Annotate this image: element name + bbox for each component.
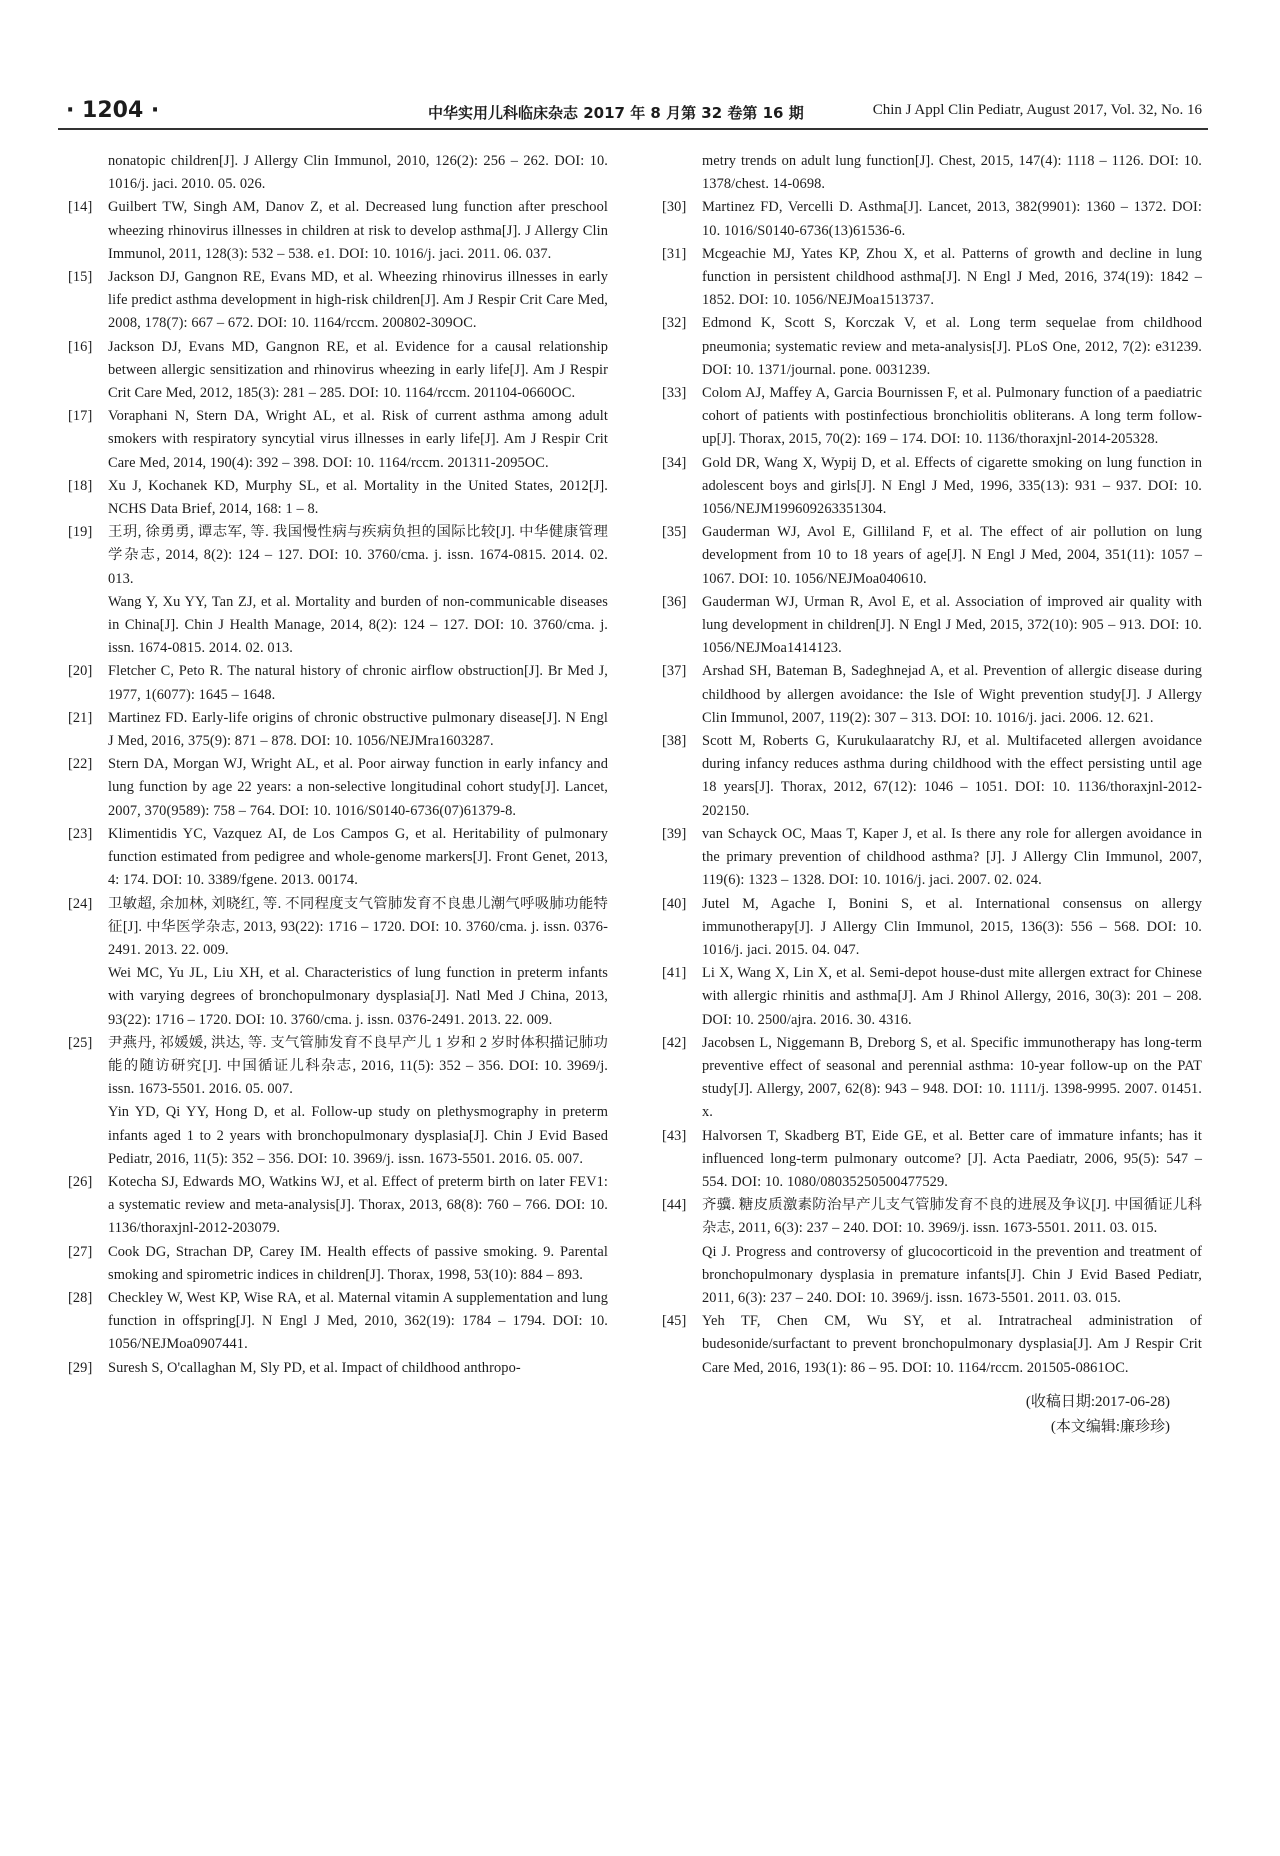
reference-entry — [662, 150, 1202, 196]
reference-number: [30] — [662, 199, 687, 216]
reference-entry — [662, 382, 1202, 452]
right-column-references — [662, 150, 1202, 1440]
reference-entry — [662, 591, 1202, 661]
reference-entry — [662, 893, 1202, 963]
reference-text: Scott M, Roberts G, Kurukulaaratchy RJ, et al. Multifaceted allergen avoidance during infancy reduces asthma during childhood with the effect persisting until age 18 years[J]. Thorax, 2012, 67(12): 1046 – 1051. DOI: 10. 1136/thoraxjnl-2012-202150. — [702, 733, 1202, 819]
received-date: (收稿日期:2017-06-28) — [1025, 1393, 1170, 1410]
reference-entry — [68, 150, 608, 196]
reference-number: [31] — [662, 245, 687, 262]
reference-entry — [68, 196, 608, 266]
reference-number: [29] — [68, 1359, 93, 1376]
reference-number: [38] — [662, 733, 687, 750]
reference-entry — [68, 1287, 608, 1357]
reference-number: [18] — [68, 477, 93, 494]
reference-number: [36] — [662, 593, 687, 610]
reference-text: Yeh TF, Chen CM, Wu SY, et al. Intratracheal administration of budesonide/surfactant to prevent bronchopulmonary dysplasia[J]. Am J Respir Crit Care Med, 2016, 193(1): 86 – 95. DOI: 10. 1164/rccm. 201505-0861OC. — [702, 1313, 1202, 1376]
reference-number: [16] — [68, 338, 93, 355]
reference-text: nonatopic children[J]. J Allergy Clin Immunol, 2010, 126(2): 256 – 262. DOI: 10. 1016/j. jaci. 2010. 05. 026. — [108, 153, 608, 193]
reference-entry — [662, 660, 1202, 730]
reference-number: [33] — [662, 385, 687, 402]
reference-entry — [662, 1032, 1202, 1125]
reference-entry — [662, 730, 1202, 823]
reference-entry — [68, 1171, 608, 1241]
reference-entry — [662, 243, 1202, 313]
reference-text: Voraphani N, Stern DA, Wright AL, et al. Risk of current asthma among adult smokers with respiratory syncytial virus illnesses in early life[J]. Am J Respir Crit Care Med, 2014, 190(4): 392 – 398. DOI: 10. 1164/rccm. 201311-2095OC. — [108, 408, 608, 471]
reference-entry — [68, 893, 608, 1032]
reference-text: Cook DG, Strachan DP, Carey IM. Health effects of passive smoking. 9. Parental smoking and spirometric indices in children[J]. Thorax, 1998, 53(10): 884 – 893. — [108, 1243, 608, 1283]
reference-number: [21] — [68, 709, 93, 726]
reference-translation: Qi J. Progress and controversy of glucocorticoid in the prevention and treatment of bronchopulmonary dysplasia in premature infants[J]. Chin J Evid Based Pediatr, 2011, 6(3): 237 – 240. DOI: 10. 3969/j. issn. 1673-5501. 2011. 03. 015. — [702, 1243, 1202, 1306]
reference-number: [27] — [68, 1243, 93, 1260]
reference-number: [42] — [662, 1034, 687, 1051]
reference-number: [37] — [662, 663, 687, 680]
reference-text: metry trends on adult lung function[J]. Chest, 2015, 147(4): 1118 – 1126. DOI: 10. 1378/chest. 14-0698. — [702, 153, 1202, 193]
reference-number: [34] — [662, 454, 687, 471]
reference-text: Jackson DJ, Evans MD, Gangnon RE, et al. Evidence for a causal relationship between allergic sensitization and rhinovirus wheezing in early life[J]. Am J Respir Crit Care Med, 2012, 185(3): 281 – 285. DOI: 10. 1164/rccm. 201104-0660OC. — [108, 338, 608, 402]
reference-number: [43] — [662, 1127, 687, 1144]
reference-text: Colom AJ, Maffey A, Garcia Bournissen F, et al. Pulmonary function of a paediatric cohort of patients with postinfectious bronchiolitis obliterans. A long term follow-up[J]. Thorax, 2015, 70(2): 169 – 174. DOI: 10. 1136/thoraxjnl-2014-205328. — [702, 385, 1202, 448]
reference-entry — [662, 521, 1202, 591]
reference-number: [41] — [662, 965, 687, 982]
reference-entry — [662, 312, 1202, 382]
reference-entry — [68, 1032, 608, 1171]
reference-number: [25] — [68, 1034, 93, 1051]
reference-entry — [662, 452, 1202, 522]
reference-number: [35] — [662, 524, 687, 541]
reference-number: [17] — [68, 408, 93, 425]
reference-entry — [662, 1194, 1202, 1310]
reference-number: [15] — [68, 269, 93, 286]
reference-text: Jackson DJ, Gangnon RE, Evans MD, et al. Wheezing rhinovirus illnesses in early life predict asthma development in high-risk children[J]. Am J Respir Crit Care Med, 2008, 178(7): 667 – 672. DOI: 10. 1164/rccm. 200802-309OC. — [108, 269, 608, 332]
reference-number: [40] — [662, 895, 687, 912]
reference-entry — [662, 962, 1202, 1032]
reference-text: Checkley W, West KP, Wise RA, et al. Maternal vitamin A supplementation and lung function in offspring[J]. N Engl J Med, 2010, 362(19): 1784 – 1794. DOI: 10. 1056/NEJMoa0907441. — [108, 1289, 608, 1353]
reference-entry — [68, 336, 608, 406]
reference-number: [24] — [68, 895, 93, 912]
reference-text: Guilbert TW, Singh AM, Danov Z, et al. Decreased lung function after preschool wheezing rhinovirus illnesses in children at risk to develop asthma[J]. J Allergy Clin Immunol, 2011, 128(3): 532 – 538. e1. DOI: 10. 1016/j. jaci. 2011. 06. 037. — [108, 199, 608, 262]
journal-title-english: Chin J Appl Clin Pediatr, August 2017, Vol. 32, No. 16 — [872, 102, 1202, 118]
reference-text: Fletcher C, Peto R. The natural history of chronic airflow obstruction[J]. Br Med J, 1977, 1(6077): 1645 – 1648. — [108, 663, 608, 703]
reference-translation: Yin YD, Qi YY, Hong D, et al. Follow-up study on plethysmography in preterm infants aged 1 to 2 years with bronchopulmonary dysplasia[J]. Chin J Evid Based Pediatr, 2016, 11(5): 352 – 356. DOI: 10. 3969/j. issn. 1673-5501. 2016. 05. 007. — [108, 1104, 608, 1167]
reference-entry — [68, 521, 608, 660]
reference-text: Gauderman WJ, Urman R, Avol E, et al. Association of improved air quality with lung development in children[J]. N Engl J Med, 2015, 372(10): 905 – 913. DOI: 10. 1056/NEJMoa1414123. — [702, 593, 1202, 657]
reference-entry — [68, 707, 608, 753]
reference-number: [23] — [68, 825, 93, 842]
reference-entry — [68, 823, 608, 893]
reference-text: 齐骥. 糖皮质激素防治早产儿支气管肺发育不良的进展及争议[J]. 中国循证儿科杂志, 2011, 6(3): 237 – 240. DOI: 10. 3969/j. issn. 1673-5501. 2011. 03. 015. — [702, 1197, 1202, 1237]
reference-number: [14] — [68, 199, 93, 216]
reference-entry — [68, 753, 608, 823]
editor-credit: (本文编辑:廉珍珍) — [1050, 1418, 1170, 1435]
reference-text: Li X, Wang X, Lin X, et al. Semi-depot house-dust mite allergen extract for Chinese with allergic rhinitis and asthma[J]. Am J Rhinol Allergy, 2016, 30(3): 201 – 208. DOI: 10. 2500/ajra. 2016. 30. 4316. — [702, 965, 1202, 1028]
reference-translation: Wang Y, Xu YY, Tan ZJ, et al. Mortality and burden of non-communicable diseases in China[J]. Chin J Health Manage, 2014, 8(2): 124 – 127. DOI: 10. 3760/cma. j. issn. 1674-0815. 2014. 02. 013. — [108, 593, 608, 657]
reference-text: Martinez FD, Vercelli D. Asthma[J]. Lancet, 2013, 382(9901): 1360 – 1372. DOI: 10. 1016/S0140-6736(13)61536-6. — [702, 199, 1202, 239]
page-number: · 1204 · — [66, 98, 160, 123]
reference-translation: Wei MC, Yu JL, Liu XH, et al. Characteristics of lung function in preterm infants with varying degrees of bronchopulmonary dysplasia[J]. Natl Med J China, 2013, 93(22): 1716 – 1720. DOI: 10. 3760/cma. j. issn. 0376-2491. 2013. 22. 009. — [108, 965, 608, 1028]
reference-entry — [68, 1241, 608, 1287]
reference-text: Kotecha SJ, Edwards MO, Watkins WJ, et al. Effect of preterm birth on later FEV1: a systematic review and meta-analysis[J]. Thorax, 2013, 68(8): 760 – 766. DOI: 10. 1136/thoraxjnl-2012-203079. — [108, 1173, 608, 1237]
reference-number: [39] — [662, 825, 687, 842]
reference-text: Arshad SH, Bateman B, Sadeghnejad A, et al. Prevention of allergic disease during childhood by allergen avoidance: the Isle of Wight prevention study[J]. J Allergy Clin Immunol, 2007, 119(2): 307 – 313. DOI: 10. 1016/j. jaci. 2006. 12. 621. — [702, 663, 1202, 726]
reference-text: Xu J, Kochanek KD, Murphy SL, et al. Mortality in the United States, 2012[J]. NCHS Data Brief, 2014, 168: 1 – 8. — [108, 477, 608, 518]
reference-text: Suresh S, O'callaghan M, Sly PD, et al. Impact of childhood anthropo- — [108, 1359, 521, 1376]
reference-text: 卫敏超, 余加林, 刘晓红, 等. 不同程度支气管肺发育不良患儿潮气呼吸肺功能特征[J]. 中华医学杂志, 2013, 93(22): 1716 – 1720. DOI: 10. 3760/cma. j. issn. 0376-2491. 2013. 22. 009. — [108, 895, 608, 958]
reference-text: Jutel M, Agache I, Bonini S, et al. International consensus on allergy immunotherapy[J]. J Allergy Clin Immunol, 2015, 136(3): 556 – 568. DOI: 10. 1016/j. jaci. 2015. 04. 047. — [702, 895, 1202, 958]
reference-text: 王玥, 徐勇勇, 谭志军, 等. 我国慢性病与疾病负担的国际比较[J]. 中华健康管理学杂志, 2014, 8(2): 124 – 127. DOI: 10. 3760/cma. j. issn. 1674-0815. 2014. 02. 013. — [108, 524, 608, 587]
reference-text: Klimentidis YC, Vazquez AI, de Los Campos G, et al. Heritability of pulmonary function estimated from pedigree and whole-genome markers[J]. Front Genet, 2013, 4: 174. DOI: 10. 3389/fgene. 2013. 00174. — [108, 825, 608, 889]
reference-number: [22] — [68, 756, 93, 773]
reference-entry — [662, 1310, 1202, 1380]
reference-text: Gold DR, Wang X, Wypij D, et al. Effects of cigarette smoking on lung function in adolescent boys and girls[J]. N Engl J Med, 1996, 335(13): 931 – 937. DOI: 10. 1056/NEJM199609263351304. — [702, 454, 1202, 518]
reference-text: Martinez FD. Early-life origins of chronic obstructive pulmonary disease[J]. N Engl J Med, 2016, 375(9): 871 – 878. DOI: 10. 1056/NEJMra1603287. — [108, 709, 608, 750]
reference-number: [19] — [68, 524, 93, 541]
reference-entry — [68, 405, 608, 475]
reference-entry — [68, 266, 608, 336]
left-column-references — [68, 150, 608, 1380]
journal-title-chinese: 中华实用儿科临床杂志 2017 年 8 月第 32 卷第 16 期 — [428, 104, 804, 122]
reference-entry — [68, 660, 608, 706]
reference-text: Halvorsen T, Skadberg BT, Eide GE, et al. Better care of immature infants; has it influenced long-term pulmonary outcome? [J]. Acta Paediatr, 2006, 95(5): 547 – 554. DOI: 10. 1080/08035250500477529. — [702, 1127, 1202, 1190]
reference-text: Jacobsen L, Niggemann B, Dreborg S, et al. Specific immunotherapy has long-term preventive effect of seasonal and perennial asthma: 10-year follow-up on the PAT study[J]. Allergy, 2007, 62(8): 943 – 948. DOI: 10. 1111/j. 1398-9995. 2007. 01451. x. — [702, 1034, 1202, 1121]
reference-entry — [68, 475, 608, 521]
reference-number: [26] — [68, 1173, 93, 1190]
reference-number: [44] — [662, 1197, 687, 1214]
reference-number: [20] — [68, 663, 93, 680]
reference-entry — [662, 1125, 1202, 1195]
reference-number: [28] — [68, 1289, 93, 1306]
reference-number: [45] — [662, 1313, 687, 1330]
page-header — [58, 94, 1208, 130]
reference-text: van Schayck OC, Maas T, Kaper J, et al. Is there any role for allergen avoidance in the primary prevention of childhood asthma? [J]. J Allergy Clin Immunol, 2007, 119(6): 1323 – 1328. DOI: 10. 1016/j. jaci. 2007. 02. 024. — [702, 825, 1202, 889]
reference-number: [32] — [662, 315, 687, 332]
reference-entry — [662, 823, 1202, 893]
reference-text: Gauderman WJ, Avol E, Gilliland F, et al. The effect of air pollution on lung development from 10 to 18 years of age[J]. N Engl J Med, 2004, 351(11): 1057 – 1067. DOI: 10. 1056/NEJMoa040610. — [702, 524, 1202, 587]
reference-text: 尹燕丹, 祁媛媛, 洪达, 等. 支气管肺发育不良早产儿 1 岁和 2 岁时体积描记肺功能的随访研究[J]. 中国循证儿科杂志, 2016, 11(5): 352 – 356. DOI: 10. 3969/j. issn. 1673-5501. 2016. 05. 007. — [108, 1034, 608, 1098]
reference-text: Stern DA, Morgan WJ, Wright AL, et al. Poor airway function in early infancy and lung function by age 22 years: a non-selective longitudinal cohort study[J]. Lancet, 2007, 370(9589): 758 – 764. DOI: 10. 1016/S0140-6736(07)61379-8. — [108, 756, 608, 819]
reference-entry — [68, 1357, 608, 1380]
reference-entry — [662, 196, 1202, 242]
reference-text: Edmond K, Scott S, Korczak V, et al. Long term sequelae from childhood pneumonia; systematic review and meta-analysis[J]. PLoS One, 2012, 7(2): e31239. DOI: 10. 1371/journal. pone. 0031239. — [702, 315, 1202, 378]
reference-text: Mcgeachie MJ, Yates KP, Zhou X, et al. Patterns of growth and decline in lung function in persistent childhood asthma[J]. N Engl J Med, 2016, 374(19): 1842 – 1852. DOI: 10. 1056/NEJMoa1513737. — [702, 245, 1202, 309]
article-footer-note — [662, 1390, 1202, 1440]
